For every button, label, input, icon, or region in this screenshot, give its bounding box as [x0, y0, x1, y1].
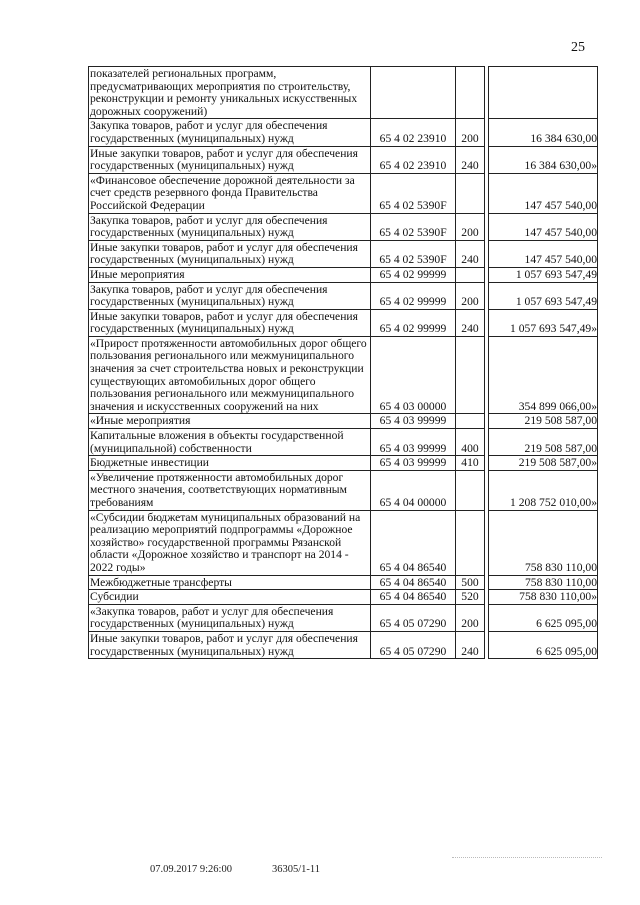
table-row	[89, 173, 598, 213]
row-expense-type-cell: 200	[456, 119, 485, 146]
table-row	[89, 67, 598, 119]
row-amount-cell: 758 830 110,00»	[489, 590, 598, 605]
row-code-cell: 65 4 04 86540	[371, 575, 456, 590]
row-amount-cell: 6 625 095,00	[489, 631, 598, 658]
table-row	[89, 429, 598, 456]
row-expense-type-cell	[456, 67, 485, 119]
row-code-cell: 65 4 02 23910	[371, 146, 456, 173]
row-name-cell: Межбюджетные трансферты	[89, 575, 371, 590]
row-amount-cell: 219 508 587,00	[489, 429, 598, 456]
row-code-cell: 65 4 05 07290	[371, 631, 456, 658]
row-name-cell: Иные закупки товаров, работ и услуг для обеспечения государственных (муниципальных) нужд	[89, 309, 371, 336]
row-expense-type-cell: 500	[456, 575, 485, 590]
row-code-cell: 65 4 02 99999	[371, 309, 456, 336]
row-amount-cell: 147 457 540,00	[489, 240, 598, 267]
budget-table-body	[89, 67, 598, 659]
table-row	[89, 309, 598, 336]
table-row	[89, 631, 598, 658]
row-amount-cell: 16 384 630,00»	[489, 146, 598, 173]
row-expense-type-cell	[456, 336, 485, 414]
row-code-cell: 65 4 04 00000	[371, 470, 456, 510]
row-amount-cell: 1 208 752 010,00»	[489, 470, 598, 510]
table-row	[89, 604, 598, 631]
row-amount-cell: 758 830 110,00	[489, 575, 598, 590]
row-code-cell: 65 4 04 86540	[371, 510, 456, 575]
row-code-cell: 65 4 02 5390F	[371, 173, 456, 213]
row-amount-cell: 147 457 540,00	[489, 213, 598, 240]
row-amount-cell: 147 457 540,00	[489, 173, 598, 213]
row-name-cell: Капитальные вложения в объекты государственной (муниципальной) собственности	[89, 429, 371, 456]
row-name-cell: Иные закупки товаров, работ и услуг для обеспечения государственных (муниципальных) нужд	[89, 146, 371, 173]
row-code-cell: 65 4 04 86540	[371, 590, 456, 605]
row-code-cell: 65 4 02 99999	[371, 267, 456, 282]
table-row	[89, 456, 598, 471]
row-expense-type-cell: 240	[456, 146, 485, 173]
table-row	[89, 240, 598, 267]
row-name-cell: Закупка товаров, работ и услуг для обеспечения государственных (муниципальных) нужд	[89, 282, 371, 309]
budget-table	[88, 66, 598, 659]
row-amount-cell: 1 057 693 547,49	[489, 267, 598, 282]
row-amount-cell	[489, 67, 598, 119]
row-code-cell: 65 4 02 5390F	[371, 240, 456, 267]
row-amount-cell: 1 057 693 547,49	[489, 282, 598, 309]
row-name-cell: Иные закупки товаров, работ и услуг для обеспечения государственных (муниципальных) нужд	[89, 240, 371, 267]
page-number: 25	[571, 40, 585, 55]
row-name-cell: Бюджетные инвестиции	[89, 456, 371, 471]
row-code-cell: 65 4 03 99999	[371, 414, 456, 429]
row-expense-type-cell: 200	[456, 604, 485, 631]
row-expense-type-cell: 240	[456, 309, 485, 336]
row-amount-cell: 354 899 066,00»	[489, 336, 598, 414]
row-amount-cell: 219 508 587,00	[489, 414, 598, 429]
row-name-cell: «Субсидии бюджетам муниципальных образований на реализацию мероприятий подпрограммы «Дорожное хозяйство» государственной программы Рязанской области «Дорожное хозяйство и транспорт на 2014 - 2022 годы»	[89, 510, 371, 575]
row-name-cell: Иные мероприятия	[89, 267, 371, 282]
footer-date: 07.09.2017 9:26:00	[150, 864, 232, 875]
row-code-cell: 65 4 03 00000	[371, 336, 456, 414]
row-name-cell: «Финансовое обеспечение дорожной деятельности за счет средств резервного фонда Правительства Российской Федерации	[89, 173, 371, 213]
row-expense-type-cell	[456, 510, 485, 575]
row-name-cell: Иные закупки товаров, работ и услуг для обеспечения государственных (муниципальных) нужд	[89, 631, 371, 658]
row-amount-cell: 1 057 693 547,49»	[489, 309, 598, 336]
row-expense-type-cell: 520	[456, 590, 485, 605]
row-code-cell: 65 4 03 99999	[371, 456, 456, 471]
row-name-cell: «Закупка товаров, работ и услуг для обеспечения государственных (муниципальных) нужд	[89, 604, 371, 631]
table-row	[89, 267, 598, 282]
row-expense-type-cell	[456, 470, 485, 510]
table-row	[89, 590, 598, 605]
table-row	[89, 146, 598, 173]
row-code-cell: 65 4 02 99999	[371, 282, 456, 309]
row-name-cell: Закупка товаров, работ и услуг для обеспечения государственных (муниципальных) нужд	[89, 119, 371, 146]
table-row	[89, 575, 598, 590]
row-amount-cell: 219 508 587,00»	[489, 456, 598, 471]
table-row	[89, 119, 598, 146]
row-expense-type-cell	[456, 414, 485, 429]
row-expense-type-cell: 400	[456, 429, 485, 456]
row-amount-cell: 16 384 630,00	[489, 119, 598, 146]
row-code-cell: 65 4 02 5390F	[371, 213, 456, 240]
row-expense-type-cell	[456, 267, 485, 282]
row-name-cell: Субсидии	[89, 590, 371, 605]
row-name-cell: показателей региональных программ, предусматривающих мероприятия по строительству, реконструкции и ремонту уникальных искусственных дорожных сооружений)	[89, 67, 371, 119]
row-expense-type-cell: 410	[456, 456, 485, 471]
row-expense-type-cell: 240	[456, 240, 485, 267]
scan-artifact	[452, 857, 602, 862]
table-row	[89, 213, 598, 240]
row-name-cell: «Иные мероприятия	[89, 414, 371, 429]
table-row	[89, 470, 598, 510]
row-expense-type-cell: 240	[456, 631, 485, 658]
table-row	[89, 414, 598, 429]
row-amount-cell: 758 830 110,00	[489, 510, 598, 575]
row-code-cell	[371, 67, 456, 119]
row-expense-type-cell	[456, 173, 485, 213]
table-row	[89, 282, 598, 309]
table-row	[89, 510, 598, 575]
row-name-cell: «Прирост протяженности автомобильных дорог общего пользования регионального или межмуниципального значения за счет строительства новых и реконструкции существующих автомобильных дорог общего пользования регионального или межмуниципального значения и искусственных сооружений на них	[89, 336, 371, 414]
row-expense-type-cell: 200	[456, 213, 485, 240]
table-row	[89, 336, 598, 414]
row-code-cell: 65 4 03 99999	[371, 429, 456, 456]
row-code-cell: 65 4 05 07290	[371, 604, 456, 631]
row-name-cell: Закупка товаров, работ и услуг для обеспечения государственных (муниципальных) нужд	[89, 213, 371, 240]
row-expense-type-cell: 200	[456, 282, 485, 309]
row-name-cell: «Увеличение протяженности автомобильных дорог местного значения, соответствующих нормативным требованиям	[89, 470, 371, 510]
footer-doc-id: 36305/1-11	[272, 864, 321, 875]
row-code-cell: 65 4 02 23910	[371, 119, 456, 146]
row-amount-cell: 6 625 095,00	[489, 604, 598, 631]
